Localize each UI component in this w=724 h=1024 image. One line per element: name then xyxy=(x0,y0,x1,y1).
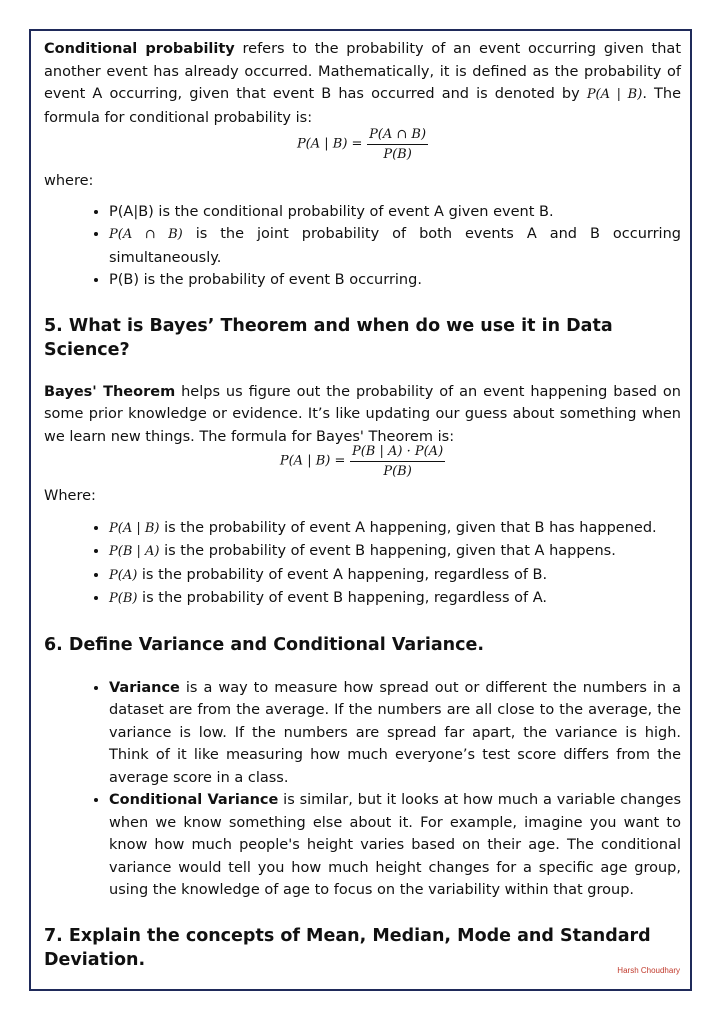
list-item xyxy=(109,223,681,269)
list-item-text: P(B) is the probability of event B occurring. xyxy=(109,272,422,288)
formula-fraction xyxy=(350,442,445,481)
term-conditional-variance: Conditional Variance xyxy=(109,792,279,808)
intro-text-end: . The formula for conditional probability is: xyxy=(44,86,682,126)
section-heading: 5. What is Bayes’ Theorem and when do we use it in Data Science? xyxy=(44,315,613,360)
list-item xyxy=(109,677,681,790)
list-item xyxy=(109,587,681,611)
bayes-intro xyxy=(44,381,681,449)
term-bayes-theorem: Bayes' Theorem xyxy=(44,383,176,400)
list-item-text: is the probability of event B happening, regardless of A. xyxy=(137,590,548,606)
list-item xyxy=(109,789,681,902)
section-heading: 6. Define Variance and Conditional Variance. xyxy=(44,634,484,655)
conditional-probability-formula xyxy=(44,125,681,164)
list-item-text: is a way to measure how spread out or different the numbers in a dataset are from the average. If the numbers are all close to the average, the variance is low. If the numbers are spread far apart, the variance is high. Think of it like measuring how much everyone’s test score differs from the average score in a class. xyxy=(109,679,681,786)
where-label: where: xyxy=(44,173,94,189)
list-item-text: is the probability of event A happening, given that B has happened. xyxy=(159,519,657,536)
list-item-text: P(A|B) is the conditional probability of event A given event B. xyxy=(109,203,554,220)
definition-list xyxy=(44,201,681,292)
list-item-text: is the joint probability of both events A and B occurring simultaneously. xyxy=(109,226,681,266)
formula-fraction xyxy=(367,125,428,164)
list-item-text: is similar, but it looks at how much a variable changes when we know something else about it. For example, imagine you want to know how much people's height varies based on their age. The conditional variance would tell you how much height changes for a specific age group, using the knowledge of age to focus on the variability within that group. xyxy=(109,792,681,898)
term-variance: Variance xyxy=(109,679,180,696)
list-item-text: is the probability of event B happening, given that A happens. xyxy=(159,543,616,559)
conditional-probability-intro xyxy=(44,38,681,129)
where-label: Where: xyxy=(44,488,96,504)
formula-denominator: P(B) xyxy=(383,464,412,479)
intro-text: helps us figure out the probability of an event happening based on some prior knowledge or evidence. It’s like updating our guess about something when we learn new things. The formula for Bayes' Theorem is: xyxy=(44,383,681,445)
inline-math: P(A ∩ B) xyxy=(109,227,183,242)
list-item xyxy=(109,201,681,224)
variance-list xyxy=(44,677,681,902)
footer-author: Harsh Choudhary xyxy=(617,966,680,975)
list-item xyxy=(109,517,681,541)
list-item-text: is the probability of event A happening, regardless of B. xyxy=(137,566,548,583)
inline-math: P(B | A) xyxy=(109,544,160,559)
inline-math: P(A) xyxy=(109,567,138,583)
formula-numerator: P(B | A) · P(A) xyxy=(350,442,445,462)
list-item xyxy=(109,269,681,292)
inline-math: P(B) xyxy=(109,591,138,606)
intro-text: refers to the probability of an event occurring given that another event has already occurred. Mathematically, it is defined as the probability of event A occurring, given that event B has occurred and is denoted by xyxy=(44,41,681,102)
list-item xyxy=(109,564,681,588)
formula-lhs: P(A | B) = xyxy=(296,136,363,152)
formula-numerator: P(A ∩ B) xyxy=(367,125,428,145)
definition-list xyxy=(44,517,681,611)
inline-math: P(A | B) xyxy=(109,520,160,536)
formula-denominator: P(B) xyxy=(383,147,412,162)
term-conditional-probability: Conditional probability xyxy=(44,41,235,57)
formula-lhs: P(A | B) = xyxy=(279,453,346,469)
list-item xyxy=(109,540,681,564)
page-content xyxy=(44,38,681,972)
inline-math: P(A | B) xyxy=(586,87,643,102)
section-heading: 7. Explain the concepts of Mean, Median, Mode and Standard Deviation. xyxy=(44,925,651,970)
